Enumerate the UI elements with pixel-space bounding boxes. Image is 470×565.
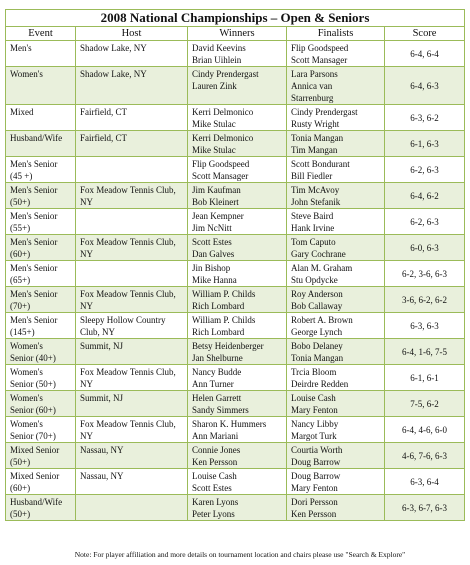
cell-score: 6-4, 4-6, 6-0 [385, 417, 465, 443]
table-row [6, 105, 465, 131]
table-row [6, 287, 465, 313]
event-line: (50+) [10, 197, 31, 207]
winners-line: David Keevins [192, 43, 246, 53]
table-row [6, 41, 465, 67]
cell-score: 6-3, 6-3 [385, 313, 465, 339]
cell-score: 3-6, 6-2, 6-2 [385, 287, 465, 313]
event-line: (65+) [10, 275, 31, 285]
table-row [6, 67, 465, 105]
cell-winners [188, 417, 287, 443]
table-row [6, 417, 465, 443]
event-line: Senior (60+) [10, 405, 56, 415]
host-line: Summit, NJ [80, 341, 124, 351]
cell-host [76, 417, 188, 443]
winners-line: Jean Kempner [192, 211, 244, 221]
winners-line: Kerri Delmonico [192, 133, 254, 143]
winners-line: Ken Persson [192, 457, 238, 467]
cell-event [6, 495, 76, 521]
cell-event [6, 313, 76, 339]
finalists-line: Rusty Wright [291, 119, 340, 129]
cell-host [76, 287, 188, 313]
cell-score: 6-2, 6-3 [385, 209, 465, 235]
event-line: (60+) [10, 249, 31, 259]
cell-winners [188, 105, 287, 131]
event-line: Women's [10, 367, 43, 377]
cell-score: 6-4, 6-3 [385, 67, 465, 105]
cell-host [76, 469, 188, 495]
event-line: Women's [10, 341, 43, 351]
cell-event [6, 287, 76, 313]
winners-line: Mike Stulac [192, 145, 236, 155]
host-line: NY [80, 431, 93, 441]
event-line: Mixed [10, 107, 34, 117]
finalists-line: Gary Cochrane [291, 249, 346, 259]
cell-host [76, 41, 188, 67]
cell-score: 4-6, 7-6, 6-3 [385, 443, 465, 469]
cell-event [6, 41, 76, 67]
finalists-line: Lara Parsons [291, 69, 338, 79]
cell-finalists [287, 417, 385, 443]
host-line: Fox Meadow Tennis Club, [80, 367, 176, 377]
host-line: Fox Meadow Tennis Club, [80, 237, 176, 247]
host-line: Shadow Lake, NY [80, 43, 147, 53]
cell-winners [188, 443, 287, 469]
cell-winners [188, 365, 287, 391]
cell-winners [188, 183, 287, 209]
event-line: Women's [10, 419, 43, 429]
finalists-line: Margot Turk [291, 431, 337, 441]
cell-event [6, 339, 76, 365]
cell-event [6, 391, 76, 417]
finalists-line: Robert A. Brown [291, 315, 353, 325]
winners-line: Helen Garrett [192, 393, 242, 403]
cell-finalists [287, 157, 385, 183]
finalists-line: Bill Fiedler [291, 171, 333, 181]
finalists-line: Hank Irvine [291, 223, 335, 233]
winners-line: William P. Childs [192, 315, 256, 325]
winners-line: Jim Kaufman [192, 185, 241, 195]
table-row [6, 495, 465, 521]
finalists-line: Deirdre Redden [291, 379, 349, 389]
event-line: (145+) [10, 327, 35, 337]
host-line: Fairfield, CT [80, 107, 127, 117]
winners-line: Jim NcNitt [192, 223, 232, 233]
host-line: Shadow Lake, NY [80, 69, 147, 79]
cell-score: 6-0, 6-3 [385, 235, 465, 261]
cell-finalists [287, 235, 385, 261]
cell-score: 6-4, 6-2 [385, 183, 465, 209]
winners-line: Jin Bishop [192, 263, 231, 273]
header-score: Score [385, 27, 465, 41]
cell-score: 6-2, 6-3 [385, 157, 465, 183]
cell-event [6, 131, 76, 157]
table-row [6, 443, 465, 469]
finalists-line: Doug Barrow [291, 457, 341, 467]
host-line: NY [80, 301, 93, 311]
cell-event [6, 67, 76, 105]
finalists-line: Tim McAvoy [291, 185, 340, 195]
finalists-line: Mary Fenton [291, 405, 338, 415]
cell-score: 6-1, 6-1 [385, 365, 465, 391]
event-line: Husband/Wife [10, 497, 63, 507]
event-line: Husband/Wife [10, 133, 63, 143]
header-winners: Winners [188, 27, 287, 41]
cell-winners [188, 131, 287, 157]
host-line: Club, NY [80, 327, 116, 337]
winners-line: Ann Turner [192, 379, 234, 389]
cell-finalists [287, 67, 385, 105]
cell-event [6, 365, 76, 391]
cell-winners [188, 287, 287, 313]
table-row [6, 131, 465, 157]
winners-line: Sharon K. Hummers [192, 419, 267, 429]
finalists-line: Bob Callaway [291, 301, 343, 311]
cell-finalists [287, 131, 385, 157]
finalists-line: Tonia Mangan [291, 353, 344, 363]
cell-winners [188, 67, 287, 105]
footnote: Note: For player affiliation and more details on tournament location and chairs please use "Search & Explore" [74, 550, 406, 559]
table-row [6, 365, 465, 391]
table-row [6, 209, 465, 235]
host-line: Fox Meadow Tennis Club, [80, 289, 176, 299]
event-line: (50+) [10, 457, 31, 467]
winners-line: Rich Lombard [192, 327, 245, 337]
cell-finalists [287, 183, 385, 209]
event-line: Mixed Senior [10, 445, 60, 455]
cell-finalists [287, 495, 385, 521]
finalists-line: Scott Bondurant [291, 159, 350, 169]
cell-host [76, 105, 188, 131]
cell-winners [188, 391, 287, 417]
event-line: Senior (70+) [10, 431, 56, 441]
cell-event [6, 469, 76, 495]
cell-winners [188, 339, 287, 365]
cell-finalists [287, 469, 385, 495]
event-line: Women's [10, 69, 43, 79]
winners-line: Sandy Simmers [192, 405, 249, 415]
finalists-line: Tom Caputo [291, 237, 336, 247]
cell-finalists [287, 287, 385, 313]
winners-line: Bob Kleinert [192, 197, 239, 207]
cell-winners [188, 209, 287, 235]
host-line: Sleepy Hollow Country [80, 315, 166, 325]
winners-line: Mike Hanna [192, 275, 237, 285]
cell-event [6, 157, 76, 183]
cell-finalists [287, 339, 385, 365]
finalists-line: Ken Persson [291, 509, 337, 519]
event-line: Men's Senior [10, 159, 58, 169]
winners-line: Rich Lombard [192, 301, 245, 311]
cell-score: 6-4, 1-6, 7-5 [385, 339, 465, 365]
table-row [6, 157, 465, 183]
host-line: Fox Meadow Tennis Club, [80, 185, 176, 195]
host-line: Fox Meadow Tennis Club, [80, 419, 176, 429]
winners-line: Peter Lyons [192, 509, 235, 519]
cell-finalists [287, 209, 385, 235]
finalists-line: Louise Cash [291, 393, 336, 403]
cell-host [76, 209, 188, 235]
table-row [6, 183, 465, 209]
winners-line: Betsy Heidenberger [192, 341, 264, 351]
finalists-line: Flip Goodspeed [291, 43, 349, 53]
cell-host [76, 67, 188, 105]
host-line: NY [80, 197, 93, 207]
cell-host [76, 131, 188, 157]
finalists-line: Annica van [291, 81, 333, 91]
header-host: Host [76, 27, 188, 41]
event-line: (60+) [10, 483, 31, 493]
header-row [6, 27, 465, 41]
event-line: Women's [10, 393, 43, 403]
finalists-line: Tim Mangan [291, 145, 338, 155]
host-line: Nassau, NY [80, 471, 124, 481]
winners-line: Louise Cash [192, 471, 237, 481]
cell-winners [188, 157, 287, 183]
table-row [6, 469, 465, 495]
event-line: Men's [10, 43, 32, 53]
winners-line: Scott Estes [192, 237, 232, 247]
cell-finalists [287, 391, 385, 417]
winners-line: Brian Uihlein [192, 55, 242, 65]
cell-winners [188, 495, 287, 521]
winners-line: Scott Estes [192, 483, 232, 493]
cell-score: 6-3, 6-2 [385, 105, 465, 131]
cell-score: 7-5, 6-2 [385, 391, 465, 417]
cell-score: 6-1, 6-3 [385, 131, 465, 157]
event-line: Men's Senior [10, 237, 58, 247]
cell-finalists [287, 261, 385, 287]
winners-line: Kerri Delmonico [192, 107, 254, 117]
event-line: Men's Senior [10, 263, 58, 273]
cell-event [6, 261, 76, 287]
cell-event [6, 209, 76, 235]
winners-line: Dan Galves [192, 249, 235, 259]
cell-finalists [287, 105, 385, 131]
cell-host [76, 443, 188, 469]
event-line: Men's Senior [10, 185, 58, 195]
finalists-line: Bobo Delaney [291, 341, 343, 351]
finalists-line: George Lynch [291, 327, 343, 337]
championships-document [5, 9, 464, 559]
winners-line: Mike Stulac [192, 119, 236, 129]
cell-winners [188, 41, 287, 67]
event-line: Senior (50+) [10, 379, 56, 389]
finalists-line: Dori Persson [291, 497, 338, 507]
winners-line: Nancy Budde [192, 367, 242, 377]
cell-winners [188, 469, 287, 495]
cell-host [76, 235, 188, 261]
finalists-line: Mary Fenton [291, 483, 338, 493]
winners-line: Flip Goodspeed [192, 159, 250, 169]
finalists-line: Starrenburg [291, 93, 334, 103]
event-line: (45 +) [10, 171, 33, 181]
cell-score: 6-3, 6-4 [385, 469, 465, 495]
finalists-line: Alan M. Graham [291, 263, 353, 273]
cell-host [76, 261, 188, 287]
winners-line: Ann Mariani [192, 431, 239, 441]
cell-score: 6-4, 6-4 [385, 41, 465, 67]
cell-score: 6-3, 6-7, 6-3 [385, 495, 465, 521]
cell-host [76, 157, 188, 183]
event-line: Mixed Senior [10, 471, 60, 481]
cell-event [6, 235, 76, 261]
event-line: Men's Senior [10, 315, 58, 325]
table-row [6, 313, 465, 339]
finalists-line: Doug Barrow [291, 471, 341, 481]
finalists-line: John Stefanik [291, 197, 341, 207]
finalists-line: Stu Opdycke [291, 275, 338, 285]
event-line: Senior (40+) [10, 353, 56, 363]
finalists-line: Courtia Worth [291, 445, 343, 455]
cell-event [6, 417, 76, 443]
host-line: NY [80, 379, 93, 389]
finalists-line: Cindy Prendergast [291, 107, 358, 117]
table-title: 2008 National Championships – Open & Seniors [6, 10, 465, 27]
cell-finalists [287, 41, 385, 67]
table-row [6, 391, 465, 417]
cell-host [76, 313, 188, 339]
cell-finalists [287, 313, 385, 339]
event-line: (50+) [10, 509, 31, 519]
results-table [5, 9, 465, 521]
table-row [6, 339, 465, 365]
cell-winners [188, 261, 287, 287]
event-line: Men's Senior [10, 289, 58, 299]
cell-host [76, 365, 188, 391]
cell-winners [188, 313, 287, 339]
winners-line: Scott Mansager [192, 171, 249, 181]
winners-line: Karen Lyons [192, 497, 239, 507]
header-event: Event [6, 27, 76, 41]
event-line: (70+) [10, 301, 31, 311]
cell-finalists [287, 365, 385, 391]
winners-line: Jan Shelburne [192, 353, 243, 363]
table-body [6, 41, 465, 521]
table-row [6, 235, 465, 261]
host-line: Nassau, NY [80, 445, 124, 455]
winners-line: Cindy Prendergast [192, 69, 259, 79]
finalists-line: Nancy Libby [291, 419, 339, 429]
cell-host [76, 495, 188, 521]
cell-score: 6-2, 3-6, 6-3 [385, 261, 465, 287]
winners-line: William P. Childs [192, 289, 256, 299]
header-finalists: Finalists [287, 27, 385, 41]
event-line: (55+) [10, 223, 31, 233]
table-row [6, 261, 465, 287]
host-line: NY [80, 249, 93, 259]
finalists-line: Steve Baird [291, 211, 334, 221]
cell-host [76, 339, 188, 365]
winners-line: Lauren Zink [192, 81, 237, 91]
finalists-line: Tonia Mangan [291, 133, 344, 143]
cell-event [6, 183, 76, 209]
cell-finalists [287, 443, 385, 469]
cell-event [6, 443, 76, 469]
cell-host [76, 183, 188, 209]
cell-event [6, 105, 76, 131]
finalists-line: Scott Mansager [291, 55, 348, 65]
cell-host [76, 391, 188, 417]
host-line: Summit, NJ [80, 393, 124, 403]
finalists-line: Roy Anderson [291, 289, 343, 299]
finalists-line: Trcia Bloom [291, 367, 337, 377]
host-line: Fairfield, CT [80, 133, 127, 143]
winners-line: Connie Jones [192, 445, 241, 455]
cell-winners [188, 235, 287, 261]
event-line: Men's Senior [10, 211, 58, 221]
